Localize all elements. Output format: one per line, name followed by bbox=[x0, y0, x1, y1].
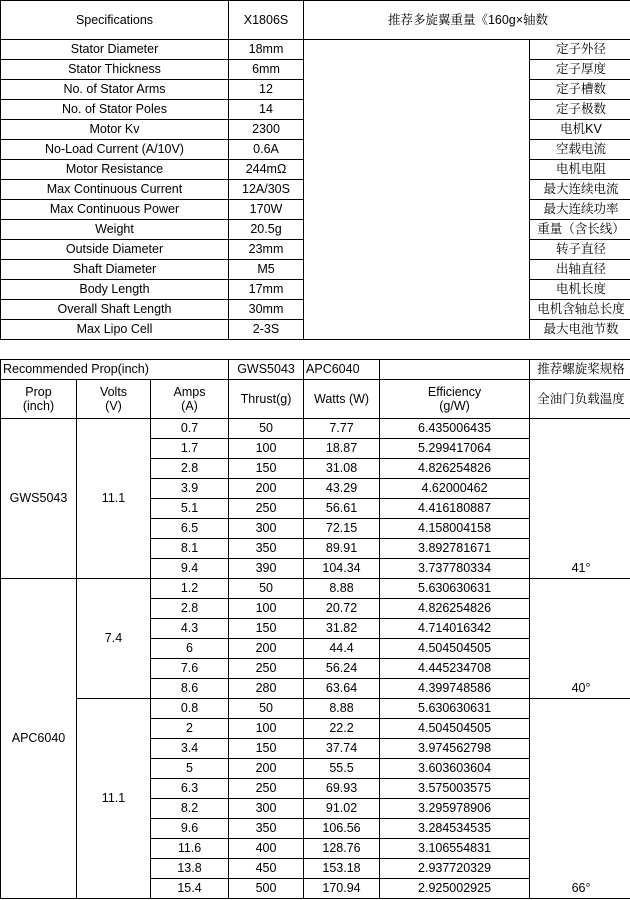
data-row bbox=[1, 419, 630, 439]
spec-value: 6mm bbox=[229, 60, 304, 80]
spec-value: 244mΩ bbox=[229, 160, 304, 180]
spec-cn: 空载电流 bbox=[530, 140, 630, 160]
temp-cell: 40° bbox=[530, 679, 630, 699]
watts-cell: 7.77 bbox=[304, 419, 380, 439]
amps-cell: 8.2 bbox=[151, 799, 229, 819]
efficiency-cell: 6.435006435 bbox=[380, 419, 530, 439]
efficiency-cell: 4.504504505 bbox=[380, 639, 530, 659]
spec-value: 30mm bbox=[229, 300, 304, 320]
efficiency-cell: 2.925002925 bbox=[380, 879, 530, 899]
efficiency-cell: 4.826254826 bbox=[380, 459, 530, 479]
recommended-row bbox=[1, 360, 630, 380]
performance-table bbox=[0, 359, 630, 899]
recommended-prop-1: GWS5043 bbox=[229, 360, 304, 380]
amps-cell: 9.4 bbox=[151, 559, 229, 579]
watts-cell: 153.18 bbox=[304, 859, 380, 879]
watts-cell: 8.88 bbox=[304, 579, 380, 599]
temp-cell bbox=[530, 439, 630, 459]
watts-cell: 56.61 bbox=[304, 499, 380, 519]
watts-cell: 55.5 bbox=[304, 759, 380, 779]
amps-cell: 0.8 bbox=[151, 699, 229, 719]
watts-cell: 22.2 bbox=[304, 719, 380, 739]
temp-cell bbox=[530, 799, 630, 819]
temp-cell: 41° bbox=[530, 559, 630, 579]
spec-name: Max Lipo Cell bbox=[1, 320, 229, 340]
temp-cell bbox=[530, 639, 630, 659]
amps-cell: 2 bbox=[151, 719, 229, 739]
volts-cell: 11.1 bbox=[77, 699, 151, 899]
amps-cell: 4.3 bbox=[151, 619, 229, 639]
efficiency-cell: 3.575003575 bbox=[380, 779, 530, 799]
amps-cell: 1.7 bbox=[151, 439, 229, 459]
spec-value: 18mm bbox=[229, 40, 304, 60]
spec-name: Stator Thickness bbox=[1, 60, 229, 80]
spec-header-label: Specifications bbox=[1, 1, 229, 40]
col-eff-header bbox=[380, 380, 530, 419]
spec-name: Body Length bbox=[1, 280, 229, 300]
spec-blank-area bbox=[304, 40, 530, 340]
watts-cell: 43.29 bbox=[304, 479, 380, 499]
spec-value: 170W bbox=[229, 200, 304, 220]
spec-header-row bbox=[1, 1, 630, 40]
col-watts-header: Watts (W) bbox=[304, 380, 380, 419]
spec-value: 12A/30S bbox=[229, 180, 304, 200]
temp-cell bbox=[530, 759, 630, 779]
efficiency-cell: 2.937720329 bbox=[380, 859, 530, 879]
spec-value: 23mm bbox=[229, 240, 304, 260]
col-prop-label: Prop bbox=[25, 384, 52, 399]
temp-cell bbox=[530, 519, 630, 539]
spec-cn: 定子槽数 bbox=[530, 80, 630, 100]
thrust-cell: 280 bbox=[229, 679, 304, 699]
spec-cn: 电机KV bbox=[530, 120, 630, 140]
spec-name: No-Load Current (A/10V) bbox=[1, 140, 229, 160]
watts-cell: 56.24 bbox=[304, 659, 380, 679]
thrust-cell: 300 bbox=[229, 799, 304, 819]
efficiency-cell: 3.284534535 bbox=[380, 819, 530, 839]
thrust-cell: 450 bbox=[229, 859, 304, 879]
recommended-empty bbox=[380, 360, 530, 380]
prop-cell: APC6040 bbox=[1, 579, 77, 899]
amps-cell: 1.2 bbox=[151, 579, 229, 599]
thrust-cell: 100 bbox=[229, 599, 304, 619]
efficiency-cell: 4.504504505 bbox=[380, 719, 530, 739]
spec-cn: 出轴直径 bbox=[530, 260, 630, 280]
amps-cell: 5.1 bbox=[151, 499, 229, 519]
temp-cell bbox=[530, 699, 630, 719]
col-prop-header bbox=[1, 380, 77, 419]
watts-cell: 106.56 bbox=[304, 819, 380, 839]
spec-name: Weight bbox=[1, 220, 229, 240]
spec-name: Overall Shaft Length bbox=[1, 300, 229, 320]
col-thrust-header: Thrust(g) bbox=[229, 380, 304, 419]
spec-cn: 定子极数 bbox=[530, 100, 630, 120]
spec-value: 0.6A bbox=[229, 140, 304, 160]
data-row bbox=[1, 579, 630, 599]
spec-value: 20.5g bbox=[229, 220, 304, 240]
temp-cell bbox=[530, 499, 630, 519]
col-amps-header bbox=[151, 380, 229, 419]
efficiency-cell: 3.295978906 bbox=[380, 799, 530, 819]
watts-cell: 37.74 bbox=[304, 739, 380, 759]
volts-cell: 7.4 bbox=[77, 579, 151, 699]
watts-cell: 18.87 bbox=[304, 439, 380, 459]
col-volts-label: Volts bbox=[99, 384, 128, 399]
spec-cn: 最大电池节数 bbox=[530, 320, 630, 340]
thrust-cell: 390 bbox=[229, 559, 304, 579]
amps-cell: 15.4 bbox=[151, 879, 229, 899]
temp-cell: 66° bbox=[530, 879, 630, 899]
thrust-cell: 150 bbox=[229, 619, 304, 639]
spec-cn: 最大连续功率 bbox=[530, 200, 630, 220]
temp-cell bbox=[530, 659, 630, 679]
watts-cell: 170.94 bbox=[304, 879, 380, 899]
thrust-cell: 400 bbox=[229, 839, 304, 859]
thrust-cell: 100 bbox=[229, 719, 304, 739]
thrust-cell: 50 bbox=[229, 579, 304, 599]
amps-cell: 0.7 bbox=[151, 419, 229, 439]
spec-header-note: 推荐多旋翼重量《160g×轴数 bbox=[304, 1, 630, 40]
thrust-cell: 200 bbox=[229, 479, 304, 499]
amps-cell: 3.4 bbox=[151, 739, 229, 759]
spec-value: 12 bbox=[229, 80, 304, 100]
amps-cell: 7.6 bbox=[151, 659, 229, 679]
spec-name: Motor Kv bbox=[1, 120, 229, 140]
amps-cell: 5 bbox=[151, 759, 229, 779]
watts-cell: 31.08 bbox=[304, 459, 380, 479]
efficiency-cell: 5.630630631 bbox=[380, 699, 530, 719]
col-prop-unit: (inch) bbox=[22, 399, 55, 413]
spec-table bbox=[0, 0, 630, 340]
efficiency-cell: 4.416180887 bbox=[380, 499, 530, 519]
col-eff-unit: (g/W) bbox=[439, 399, 470, 413]
amps-cell: 6.3 bbox=[151, 779, 229, 799]
thrust-cell: 250 bbox=[229, 659, 304, 679]
temp-cell bbox=[530, 839, 630, 859]
efficiency-cell: 4.399748586 bbox=[380, 679, 530, 699]
spec-value: 17mm bbox=[229, 280, 304, 300]
efficiency-cell: 3.974562798 bbox=[380, 739, 530, 759]
thrust-cell: 200 bbox=[229, 759, 304, 779]
spec-cn: 定子外径 bbox=[530, 40, 630, 60]
spec-row bbox=[1, 40, 630, 60]
column-header-row bbox=[1, 380, 630, 419]
efficiency-cell: 4.445234708 bbox=[380, 659, 530, 679]
spec-cn: 电机含轴总长度 bbox=[530, 300, 630, 320]
volts-cell: 11.1 bbox=[77, 419, 151, 579]
spec-cn: 转子直径 bbox=[530, 240, 630, 260]
spec-cn: 定子厚度 bbox=[530, 60, 630, 80]
amps-cell: 2.8 bbox=[151, 599, 229, 619]
amps-cell: 9.6 bbox=[151, 819, 229, 839]
prop-cell: GWS5043 bbox=[1, 419, 77, 579]
spec-cn: 最大连续电流 bbox=[530, 180, 630, 200]
recommended-label: Recommended Prop(inch) bbox=[1, 360, 229, 380]
amps-cell: 8.6 bbox=[151, 679, 229, 699]
recommended-cn: 推荐螺旋桨规格 bbox=[530, 360, 630, 380]
spec-cn: 电机长度 bbox=[530, 280, 630, 300]
amps-cell: 13.8 bbox=[151, 859, 229, 879]
watts-cell: 69.93 bbox=[304, 779, 380, 799]
amps-cell: 2.8 bbox=[151, 459, 229, 479]
watts-cell: 72.15 bbox=[304, 519, 380, 539]
thrust-cell: 200 bbox=[229, 639, 304, 659]
thrust-cell: 500 bbox=[229, 879, 304, 899]
thrust-cell: 100 bbox=[229, 439, 304, 459]
spec-name: Max Continuous Power bbox=[1, 200, 229, 220]
amps-cell: 6.5 bbox=[151, 519, 229, 539]
thrust-cell: 50 bbox=[229, 699, 304, 719]
thrust-cell: 50 bbox=[229, 419, 304, 439]
amps-cell: 3.9 bbox=[151, 479, 229, 499]
data-row bbox=[1, 699, 630, 719]
thrust-cell: 350 bbox=[229, 819, 304, 839]
temp-cell bbox=[530, 859, 630, 879]
col-volts-header bbox=[77, 380, 151, 419]
thrust-cell: 150 bbox=[229, 739, 304, 759]
temp-cell bbox=[530, 779, 630, 799]
thrust-cell: 350 bbox=[229, 539, 304, 559]
spec-cn: 重量（含长线） bbox=[530, 220, 630, 240]
spec-name: No. of Stator Poles bbox=[1, 100, 229, 120]
amps-cell: 8.1 bbox=[151, 539, 229, 559]
efficiency-cell: 3.737780334 bbox=[380, 559, 530, 579]
temp-cell bbox=[530, 719, 630, 739]
amps-cell: 6 bbox=[151, 639, 229, 659]
spec-name: Outside Diameter bbox=[1, 240, 229, 260]
temp-cell bbox=[530, 619, 630, 639]
efficiency-cell: 4.714016342 bbox=[380, 619, 530, 639]
spec-name: Shaft Diameter bbox=[1, 260, 229, 280]
col-amps-label: Amps bbox=[173, 384, 206, 399]
watts-cell: 89.91 bbox=[304, 539, 380, 559]
spec-name: No. of Stator Arms bbox=[1, 80, 229, 100]
efficiency-cell: 3.106554831 bbox=[380, 839, 530, 859]
spec-value: 2300 bbox=[229, 120, 304, 140]
spec-value: M5 bbox=[229, 260, 304, 280]
col-amps-unit: (A) bbox=[181, 399, 198, 413]
temp-cell bbox=[530, 459, 630, 479]
watts-cell: 8.88 bbox=[304, 699, 380, 719]
thrust-cell: 250 bbox=[229, 779, 304, 799]
watts-cell: 20.72 bbox=[304, 599, 380, 619]
spec-name: Motor Resistance bbox=[1, 160, 229, 180]
thrust-cell: 300 bbox=[229, 519, 304, 539]
spec-value: 14 bbox=[229, 100, 304, 120]
amps-cell: 11.6 bbox=[151, 839, 229, 859]
spec-value: 2-3S bbox=[229, 320, 304, 340]
temp-cell bbox=[530, 579, 630, 599]
watts-cell: 128.76 bbox=[304, 839, 380, 859]
efficiency-cell: 5.299417064 bbox=[380, 439, 530, 459]
col-temp-header: 全油门负载温度 bbox=[530, 380, 630, 419]
spec-header-model: X1806S bbox=[229, 1, 304, 40]
thrust-cell: 150 bbox=[229, 459, 304, 479]
col-volts-unit: (V) bbox=[105, 399, 122, 413]
watts-cell: 91.02 bbox=[304, 799, 380, 819]
temp-cell bbox=[530, 819, 630, 839]
thrust-cell: 250 bbox=[229, 499, 304, 519]
efficiency-cell: 5.630630631 bbox=[380, 579, 530, 599]
watts-cell: 63.64 bbox=[304, 679, 380, 699]
spec-cn: 电机电阻 bbox=[530, 160, 630, 180]
spec-name: Max Continuous Current bbox=[1, 180, 229, 200]
spec-name: Stator Diameter bbox=[1, 40, 229, 60]
col-eff-label: Efficiency bbox=[427, 384, 482, 399]
temp-cell bbox=[530, 539, 630, 559]
watts-cell: 44.4 bbox=[304, 639, 380, 659]
watts-cell: 31.82 bbox=[304, 619, 380, 639]
efficiency-cell: 4.158004158 bbox=[380, 519, 530, 539]
temp-cell bbox=[530, 419, 630, 439]
efficiency-cell: 3.892781671 bbox=[380, 539, 530, 559]
recommended-prop-2: APC6040 bbox=[304, 360, 380, 380]
watts-cell: 104.34 bbox=[304, 559, 380, 579]
temp-cell bbox=[530, 739, 630, 759]
efficiency-cell: 4.826254826 bbox=[380, 599, 530, 619]
efficiency-cell: 4.62000462 bbox=[380, 479, 530, 499]
temp-cell bbox=[530, 599, 630, 619]
temp-cell bbox=[530, 479, 630, 499]
efficiency-cell: 3.603603604 bbox=[380, 759, 530, 779]
